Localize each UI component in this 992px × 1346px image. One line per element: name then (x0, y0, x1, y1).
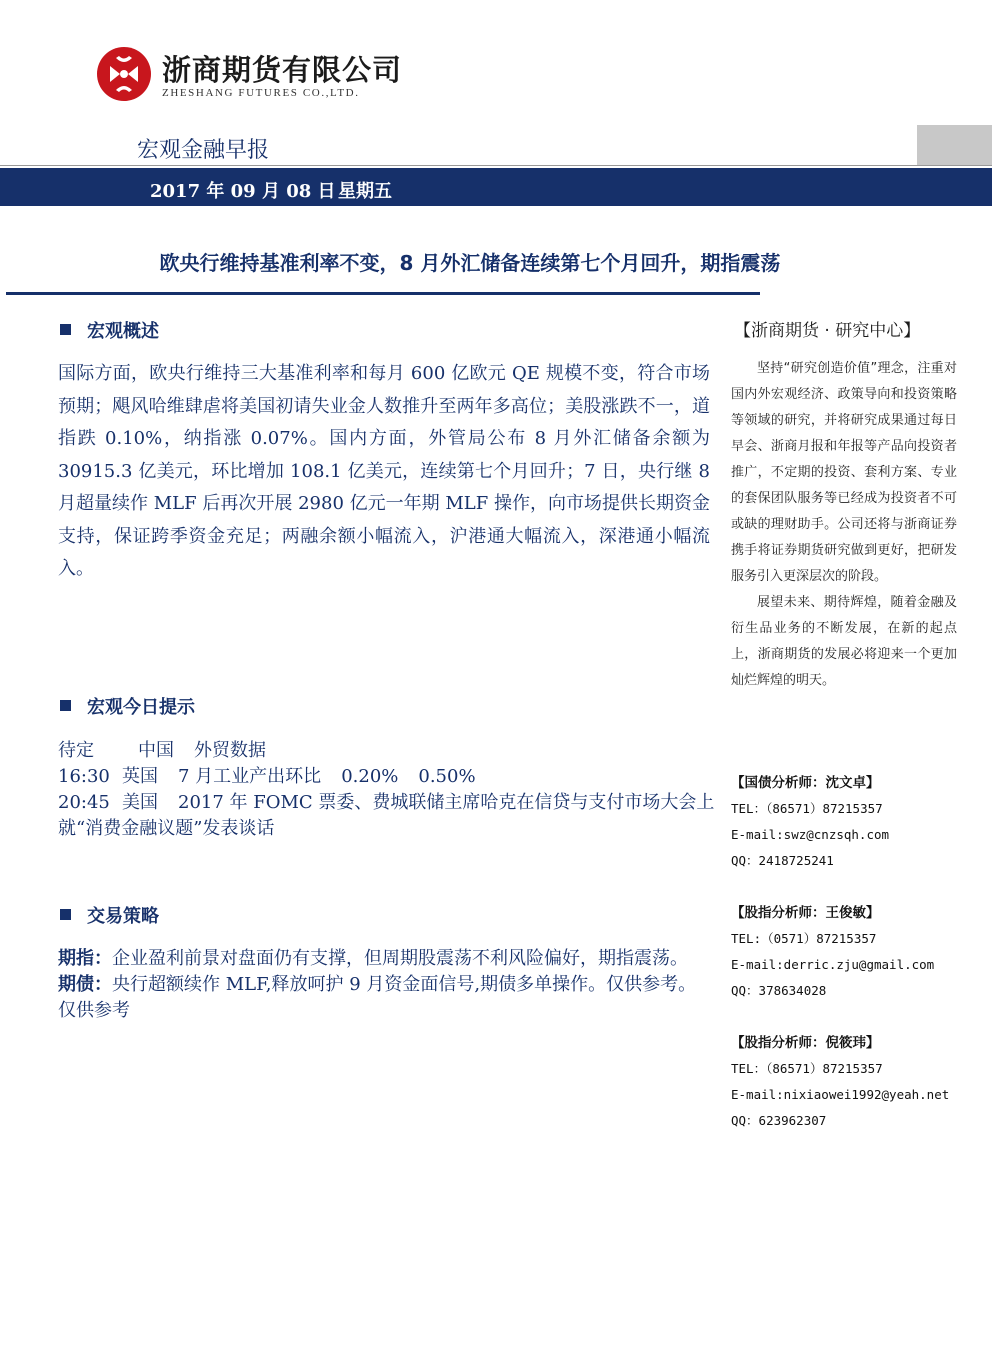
sidebar-title: 【浙商期货 · 研究中心】 (734, 321, 921, 341)
report-weekday: 星期五 (338, 181, 392, 202)
square-bullet-icon (60, 909, 71, 920)
strategy-label: 期债： (58, 974, 112, 995)
analyst-card (731, 900, 971, 1004)
headline: 欧央行维持基准利率不变，8 月外汇储备连续第七个月回升，期指震荡 (159, 251, 781, 275)
calendar-row (58, 790, 718, 842)
analyst-title: 【股指分析师：王俊敏】 (731, 905, 880, 921)
calendar-event: 7 月工业产出环比 (178, 766, 322, 787)
company-logo-icon (96, 46, 152, 102)
header-grey-tab (917, 125, 992, 165)
brand-name: 浙商期货有限公司 (162, 53, 403, 87)
date-bar (0, 168, 992, 206)
sidebar-intro-paragraph: 坚持“研究创造价值”理念，注重对国内外宏观经济、政策导向和投资策略等领域的研究，并将研究成果通过每日早会、浙商月报和年报等产品向投资者推广，不定期的投资、套利方案、专业的套保团队服务等已经成为投资者不可或缺的理财助手。公司还将与浙商证券携手将证券期货研究做到更好，把研发服务引入更深层次的阶段。 (731, 361, 957, 584)
analyst-tel: TEL：（86571）87215357 (731, 1061, 883, 1076)
section-heading-macro-overview (60, 317, 159, 343)
strategy-item (58, 972, 710, 1024)
calendar-time: 20:45 (58, 792, 110, 813)
analyst-email: E-mail:swz@cnzsqh.com (731, 827, 890, 842)
strategy-item (58, 946, 710, 972)
calendar-country: 中国 (138, 740, 174, 761)
sidebar-intro-paragraph: 展望未来、期待辉煌，随着金融及衍生品业务的不断发展，在新的起点上，浙商期货的发展必将迎来一个更加灿烂辉煌的明天。 (731, 595, 957, 688)
strategy-label: 期指： (58, 948, 112, 969)
macro-overview-text: 国际方面，欧央行维持三大基准利率和每月 600 亿欧元 QE 规模不变，符合市场预期；飓风哈维肆虐将美国初请失业金人数推升至两年多高位；美股涨跌不一，道指跌 0.10%，纳指涨 0.07%。国内方面，外管局公布 8 月外汇储备余额为 30915.3 亿美元，环比增加 108.1 亿美元，连续第七个月回升；7 日，央行继 8 月超量续作 MLF 后再次开展 2980 亿元一年期 MLF 操作，向市场提供长期资金支持，保证跨季资金充足；两融余额小幅流入，沪港通大幅流入，深港通小幅流入。 (58, 363, 710, 579)
calendar-country: 美国 (122, 792, 158, 813)
report-title: 宏观金融早报 (137, 138, 270, 163)
calendar-time: 16:30 (58, 766, 110, 787)
section-heading-label: 交易策略 (87, 906, 159, 927)
analyst-email: E-mail:derric.zju@gmail.com (731, 957, 935, 972)
square-bullet-icon (60, 700, 71, 711)
headline-rule (6, 292, 760, 295)
calendar-country: 英国 (122, 766, 158, 787)
brand-name-english: ZHESHANG FUTURES CO.,LTD. (162, 87, 360, 99)
calendar-event: 2017 年 FOMC 票委、费城联储主席哈克在信贷与支付市场大会上就“消费金融议题”发表谈话 (58, 792, 715, 839)
square-bullet-icon (60, 324, 71, 335)
calendar-row (58, 738, 718, 764)
strategy-text: 央行超额续作 MLF,释放呵护 9 月资金面信号,期债多单操作。仅供参考。仅供参考 (58, 974, 697, 1021)
calendar-previous: 0.20% (341, 766, 399, 787)
analyst-card (731, 1030, 971, 1134)
header-divider (0, 165, 992, 166)
section-heading-macro-today (60, 693, 195, 719)
section-heading-label: 宏观概述 (87, 321, 159, 342)
analyst-qq: QQ：378634028 (731, 983, 827, 998)
calendar-forecast: 0.50% (418, 766, 476, 787)
analyst-title: 【股指分析师：倪筱玮】 (731, 1035, 880, 1051)
analyst-card (731, 770, 971, 874)
calendar-row (58, 764, 718, 790)
analyst-qq: QQ：2418725241 (731, 853, 834, 868)
analyst-email: E-mail:nixiaowei1992@yeah.net (731, 1087, 950, 1102)
analyst-tel: TEL：（86571）87215357 (731, 801, 883, 816)
analyst-title: 【国债分析师：沈文卓】 (731, 775, 880, 791)
analyst-tel: TEL:（0571）87215357 (731, 931, 877, 946)
sidebar-intro (731, 356, 957, 694)
strategy-text: 企业盈利前景对盘面仍有支撑，但周期股震荡不利风险偏好，期指震荡。 (112, 948, 688, 969)
section-heading-label: 宏观今日提示 (87, 697, 195, 718)
strategy-list (58, 946, 710, 1024)
calendar-list (58, 738, 718, 842)
calendar-time: 待定 (58, 740, 94, 761)
report-date: 2017 年 09 月 08 日 (150, 181, 336, 202)
analyst-qq: QQ：623962307 (731, 1113, 827, 1128)
section-heading-strategy (60, 902, 159, 928)
calendar-event: 外贸数据 (194, 740, 266, 761)
